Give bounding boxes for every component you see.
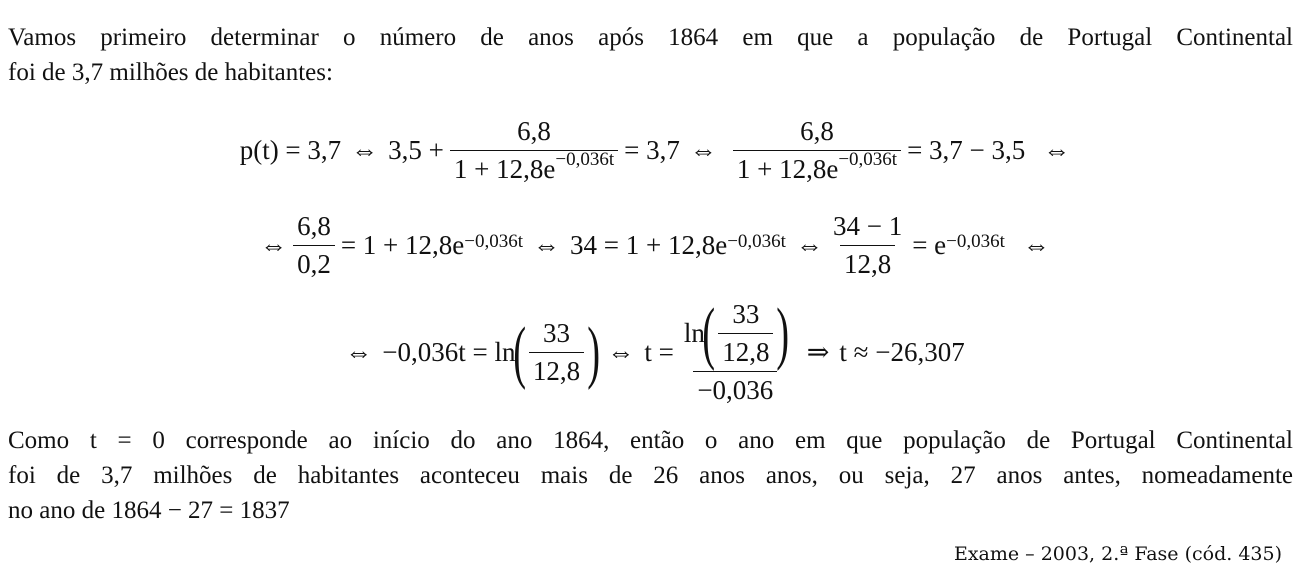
iff-symbol: ⇔ bbox=[1043, 134, 1071, 165]
eq2-exp-1: −0,036t bbox=[464, 230, 524, 252]
eq1-eq-b: = 3,7 − 3,5 bbox=[907, 134, 1026, 165]
eq3-big-den: −0,036 bbox=[693, 371, 777, 406]
eq3-inner-den: 12,8 bbox=[529, 352, 584, 387]
eq1-frac-b-num: 6,8 bbox=[800, 115, 834, 146]
eq3-big-inner-den: 12,8 bbox=[718, 333, 773, 368]
left-paren: ( bbox=[702, 295, 715, 372]
eq3-t-eq: t = bbox=[644, 337, 674, 367]
eq2-part-3: = e bbox=[912, 229, 947, 260]
source-citation: Exame – 2003, 2.ª Fase (cód. 435) bbox=[953, 543, 1282, 565]
eq1-frac-a-exp: −0,036t bbox=[555, 148, 615, 170]
eq1-lhs-text: p(t) = 3,7 bbox=[239, 134, 342, 165]
iff-symbol: ⇔ bbox=[351, 134, 379, 165]
eq1-lhs bbox=[240, 135, 341, 166]
conclusion-line-2: foi de 3,7 milhões de habitantes aconteceu mais de 26 anos anos, ou seja, 27 anos antes, nomeadamente bbox=[8, 462, 1293, 489]
eq2-frac2-den: 12,8 bbox=[840, 245, 895, 280]
eq1-frac-a-den bbox=[450, 150, 618, 185]
eq3-inner-fraction bbox=[529, 318, 584, 387]
eq1-eq-a: = 3,7 bbox=[624, 134, 680, 165]
eq3-big-num bbox=[680, 295, 791, 372]
iff-symbol: ⇔ bbox=[345, 337, 373, 367]
intro-paragraph bbox=[8, 20, 1293, 90]
eq1-frac-b-exp: −0,036t bbox=[838, 148, 898, 170]
eq3-ln: ln bbox=[683, 318, 705, 348]
intro-line-2: foi de 3,7 milhões de habitantes: bbox=[8, 59, 333, 86]
eq2-frac2-num: 34 − 1 bbox=[832, 210, 903, 241]
eq3-result: t ≈ −26,307 bbox=[839, 337, 965, 367]
iff-symbol: ⇔ bbox=[533, 229, 561, 260]
iff-symbol: ⇔ bbox=[689, 134, 717, 165]
conclusion-line-3: no ano de 1864 − 27 = 1837 bbox=[8, 497, 290, 524]
equation-row-3 bbox=[0, 295, 1310, 410]
iff-symbol: ⇔ bbox=[260, 229, 288, 260]
eq1-frac-a-den-base: 1 + 12,8e bbox=[453, 153, 556, 184]
eq1-frac-a-num: 6,8 bbox=[517, 115, 551, 146]
eq3-lhs: −0,036t = ln bbox=[382, 337, 516, 367]
eq1-frac-b-den-base: 1 + 12,8e bbox=[736, 153, 839, 184]
eq1-term-a: 3,5 + bbox=[388, 134, 444, 165]
right-paren: ) bbox=[776, 295, 790, 372]
iff-symbol: ⇔ bbox=[1022, 229, 1050, 260]
eq3-big-inner-num: 33 bbox=[732, 299, 760, 329]
conclusion-line-1: Como t = 0 corresponde ao início do ano 1864, então o ano em que população de Portugal Continental bbox=[8, 427, 1293, 454]
eq1-frac-b-den bbox=[733, 150, 901, 185]
intro-line-1: Vamos primeiro determinar o número de anos após 1864 em que a população de Portugal Continental bbox=[8, 24, 1293, 51]
eq2-part-1: = 1 + 12,8e bbox=[340, 229, 465, 260]
left-paren: ( bbox=[512, 314, 526, 391]
eq2-frac1-num: 6,8 bbox=[297, 210, 331, 241]
eq2-exp-3: −0,036t bbox=[946, 230, 1005, 252]
eq2-fraction-2 bbox=[829, 211, 906, 280]
implies-symbol: ⇒ bbox=[806, 337, 830, 367]
eq2-frac1-den: 0,2 bbox=[293, 245, 335, 280]
iff-symbol: ⇔ bbox=[607, 337, 635, 367]
right-paren: ) bbox=[587, 314, 601, 391]
eq3-inner-num: 33 bbox=[542, 318, 570, 348]
eq3-big-fraction bbox=[680, 295, 791, 406]
eq1-fraction-b bbox=[733, 116, 901, 185]
eq2-exp-2: −0,036t bbox=[727, 230, 786, 252]
eq2-part-2: 34 = 1 + 12,8e bbox=[570, 229, 728, 260]
eq1-fraction-a bbox=[450, 116, 618, 185]
eq2-fraction-1 bbox=[293, 211, 335, 280]
equation-row-1 bbox=[0, 110, 1310, 190]
iff-symbol: ⇔ bbox=[795, 229, 823, 260]
conclusion-paragraph bbox=[8, 423, 1293, 528]
equation-row-2 bbox=[0, 205, 1310, 285]
eq3-big-inner-fraction bbox=[718, 299, 773, 368]
